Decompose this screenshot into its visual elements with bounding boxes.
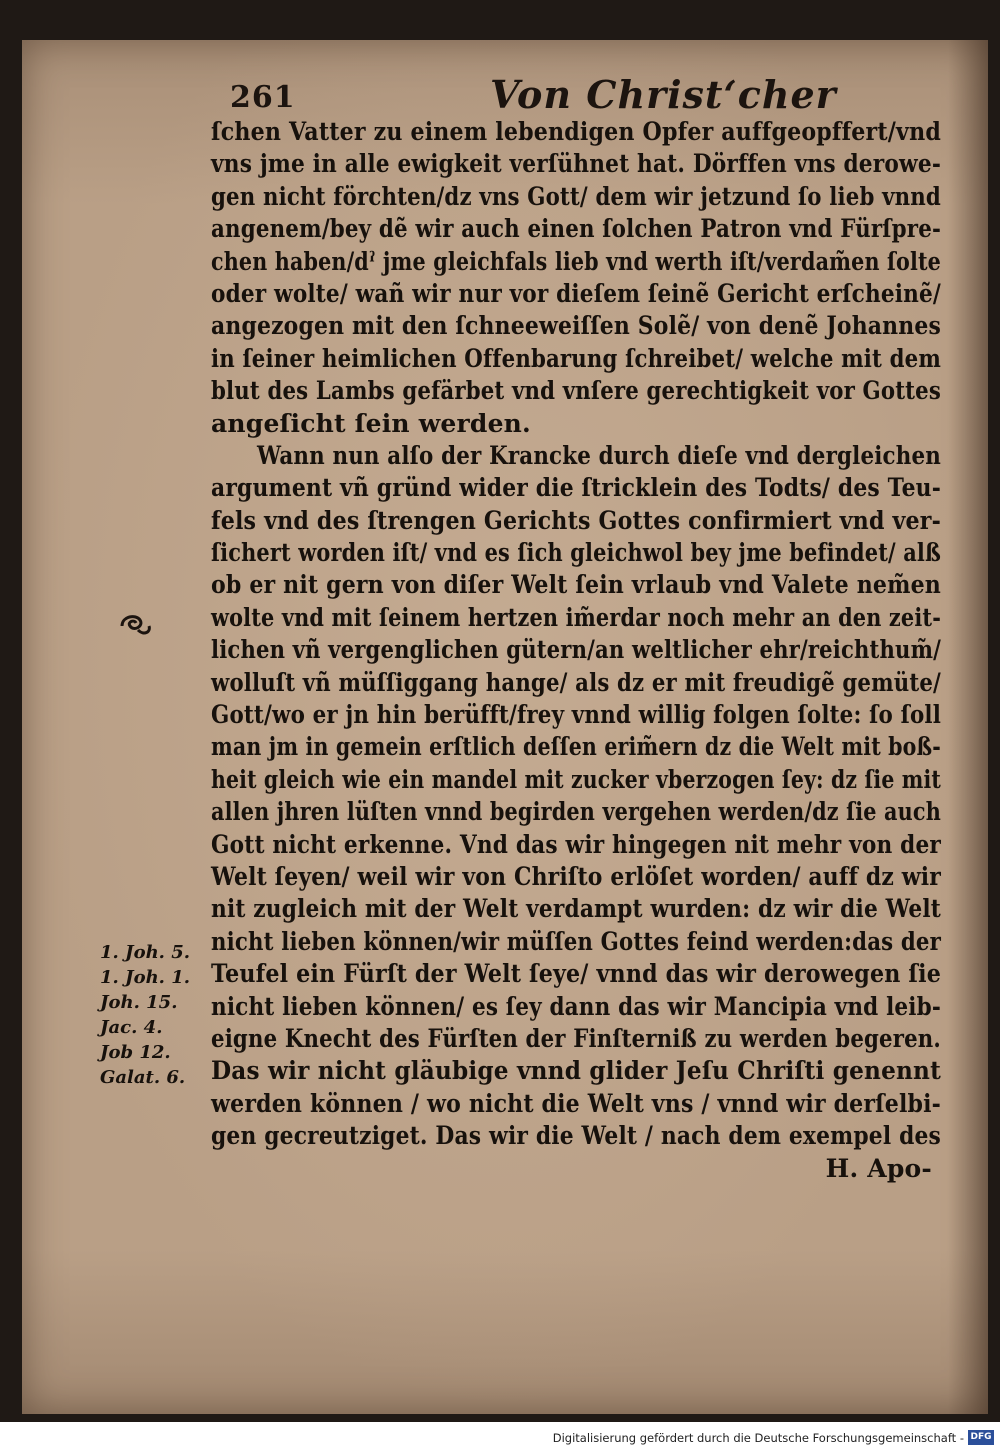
- text-line: ſchen Vatter zu einem lebendigen Opfer auffgeopffert/vnd: [211, 117, 941, 146]
- page-number: 261: [230, 80, 296, 115]
- body-text: [211, 116, 946, 1185]
- flourish-ornament-icon: [118, 610, 154, 640]
- text-line: angeſicht ſein werden.: [211, 408, 531, 438]
- text-line: ſichert worden iſt/ vnd es ſich gleichwol bey jme befindet/ alß: [211, 538, 941, 568]
- text-line: werden können / wo nicht die Welt vns / vnnd wir derſelbi-: [211, 1088, 941, 1118]
- marginal-note: Job 12.: [100, 1042, 171, 1063]
- text-line: wolluſt vñ müſſiggang hange/ als dz er mit freudigẽ gemüte/: [211, 667, 941, 697]
- text-line: nicht lieben können/ es ſey dann das wir Mancipia vnd leib-: [211, 991, 941, 1021]
- text-line: ob er nit gern von diſer Welt ſein vrlaub vnd Valete nem̃en: [211, 570, 941, 600]
- text-line: blut des Lambs gefärbet vnd vnſere gerechtigkeit vor Gottes: [211, 376, 941, 406]
- text-line: chen haben/dˀ jme gleichfals lieb vnd werth iſt/verdam̃en ſolte: [211, 246, 941, 276]
- footer-strip: [0, 1422, 1000, 1454]
- catchword: H. Apo-: [825, 1153, 932, 1183]
- text-line: gen nicht förchten/dz vns Gott/ dem wir jetzund ſo lieb vnnd: [211, 181, 941, 211]
- marginal-note: Galat. 6.: [100, 1067, 186, 1088]
- text-line: vns jme in alle ewigkeit verſühnet hat. Dörffen vns derowe-: [211, 149, 941, 179]
- text-line: Teufel ein Fürſt der Welt ſeye/ vnnd das wir derowegen ſie: [211, 959, 941, 989]
- text-line: fels vnd des ſtrengen Gerichts Gottes confirmiert vnd ver-: [211, 505, 941, 535]
- text-line: oder wolte/ wañ wir nur vor dieſem ſeinẽ Gericht erſcheinẽ/: [211, 278, 941, 308]
- text-line: Wann nun alſo der Krancke durch dieſe vnd dergleichen: [257, 440, 941, 470]
- marginal-note: 1. Joh. 5.: [100, 942, 190, 963]
- text-line: gen gecreutziget. Das wir die Welt / nach dem exempel des: [211, 1121, 941, 1151]
- text-line: angezogen mit den ſchneeweiſſen Solẽ/ von denẽ Johannes: [211, 311, 941, 341]
- running-title: Von Christ‘cher: [490, 72, 837, 117]
- page-header: [210, 70, 930, 120]
- text-line: in ſeiner heimlichen Offenbarung ſchreibet/ welche mit dem: [211, 343, 941, 373]
- text-line: nit zugleich mit der Welt verdampt wurden: dz wir die Welt: [211, 894, 941, 924]
- marginal-note: 1. Joh. 1.: [100, 967, 190, 988]
- dfg-logo-icon: DFG: [968, 1430, 994, 1445]
- marginal-notes: [100, 940, 210, 1090]
- text-line: allen jhren lüſten vnnd begirden vergehen werden/dz ſie auch: [211, 797, 941, 827]
- text-line: angenem/bey dẽ wir auch einen ſolchen Patron vnd Fürſpre-: [211, 214, 941, 244]
- text-line: Das wir nicht gläubige vnnd glider Jeſu Chriſti genennt: [211, 1056, 941, 1086]
- marginal-note: Jac. 4.: [100, 1017, 163, 1038]
- text-line: eigne Knecht des Fürſten der Finſterniß zu werden begeren.: [211, 1023, 941, 1053]
- text-line: Gott nicht erkenne. Vnd das wir hingegen nit mehr von der: [211, 829, 941, 859]
- text-line: wolte vnd mit ſeinem hertzen im̃erdar noch mehr an den zeit-: [211, 602, 941, 632]
- page-gutter-shadow: [948, 40, 988, 1414]
- text-line: heit gleich wie ein mandel mit zucker vberzogen ſey: dz ſie mit: [211, 764, 941, 794]
- text-line: man jm in gemein erſtlich deſſen erim̃ern dz die Welt mit boß-: [211, 732, 941, 762]
- text-line: lichen vñ vergenglichen gütern/an weltlicher ehr/reichthum̃/: [211, 635, 941, 665]
- footer-credit: Digitalisierung gefördert durch die Deutsche Forschungsgemeinschaft -: [552, 1431, 964, 1445]
- text-line: argument vñ gründ wider die ſtricklein des Todts/ des Teu-: [211, 473, 941, 503]
- marginal-note: Joh. 15.: [100, 992, 178, 1013]
- text-line: Gott/wo er jn hin berüfft/frey vnnd willig folgen ſolte: ſo ſoll: [211, 700, 941, 730]
- text-line: nicht lieben können/wir müſſen Gottes feind werden:das der: [211, 926, 941, 956]
- text-line: Welt ſeyen/ weil wir von Chriſto erlöſet worden/ auff dz wir: [211, 861, 941, 891]
